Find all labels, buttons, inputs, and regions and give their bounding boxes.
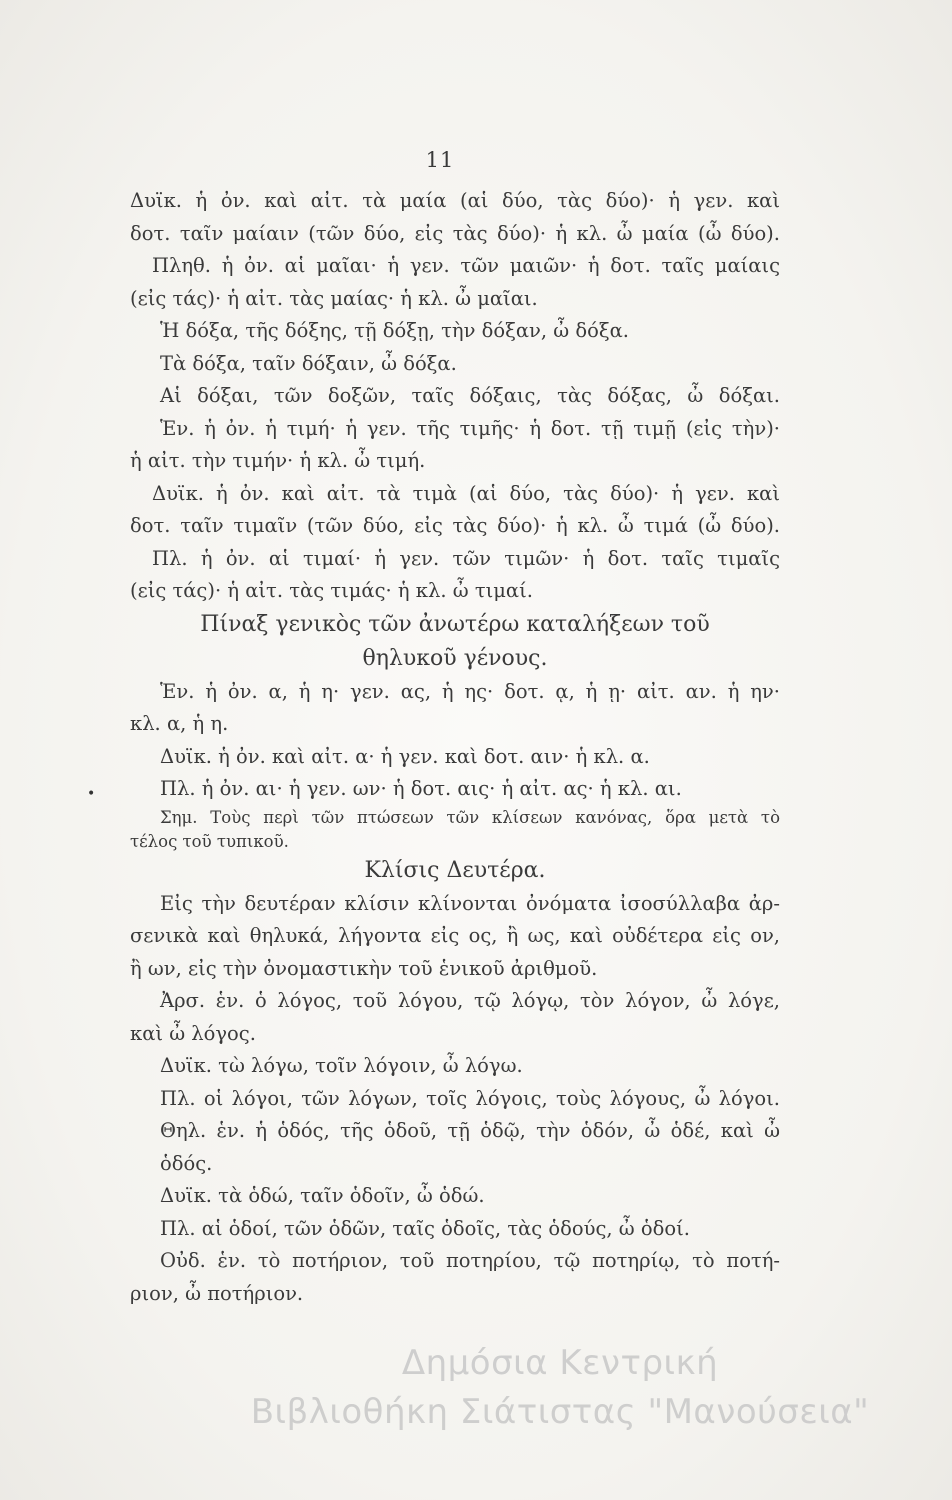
text-line: Πληθ. ἡ ὀν. αἱ μαῖαι· ἡ γεν. τῶν μαιῶν· ἡ δοτ. ταῖς μαίαις	[152, 254, 780, 277]
text-line: Ἑν. ἡ ὀν. α, ἡ η· γεν. ας, ἡ ης· δοτ. ᾳ, ἡ ῃ· αἰτ. αν. ἡ ην·	[160, 679, 780, 703]
text-line: καὶ ὦ λόγος.	[130, 1021, 256, 1045]
text-line: Σημ. Τοὺς περὶ τῶν πτώσεων τῶν κλίσεων κανόνας, ὅρα μετὰ τὸ	[160, 807, 780, 827]
text-line: Πλ. ἡ ὀν. αι· ἡ γεν. ων· ἡ δοτ. αις· ἡ αἰτ. ας· ἡ κλ. αι.	[160, 777, 682, 800]
text-line: (εἰς τάς)· ἡ αἰτ. τὰς τιμάς· ἡ κλ. ὦ τιμαί.	[130, 579, 533, 602]
library-watermark-line1: Δημόσια Κεντρική	[401, 1343, 719, 1383]
text-line: δοτ. ταῖν μαίαιν (τῶν δύο, εἰς τὰς δύο)· ἡ κλ. ὦ μαία (ὦ δύο).	[130, 221, 780, 245]
text-line: Πλ. αἱ ὁδοί, τῶν ὁδῶν, ταῖς ὁδοῖς, τὰς ὁδούς, ὦ ὁδοί.	[160, 1216, 690, 1240]
text-line: Ἀρσ. ἑν. ὁ λόγος, τοῦ λόγου, τῷ λόγῳ, τὸν λόγον, ὦ λόγε,	[160, 989, 780, 1012]
text-line: ἡ αἰτ. τὴν τιμήν· ἡ κλ. ὦ τιμή.	[130, 449, 426, 472]
text-line: Ἡ δόξα, τῆς δόξης, τῇ δόξῃ, τὴν δόξαν, ὦ δόξα.	[160, 319, 629, 342]
text-line: ριον, ὦ ποτήριον.	[130, 1281, 304, 1305]
text-line: (εἰς τάς)· ἡ αἰτ. τὰς μαίας· ἡ κλ. ὦ μαῖαι.	[130, 286, 538, 310]
section-heading-line: θηλυκοῦ γένους.	[362, 645, 548, 671]
text-line: Δυϊκ. ἡ ὀν. καὶ αἰτ. τὰ μαία (αἱ δύο, τὰς δύο)· ἡ γεν. καὶ	[130, 189, 780, 212]
text-line: δοτ. ταῖν τιμαῖν (τῶν δύο, εἰς τὰς δύο)· ἡ κλ. ὦ τιμά (ὦ δύο).	[130, 514, 780, 537]
text-line: Αἱ δόξαι, τῶν δοξῶν, ταῖς δόξαις, τὰς δόξας, ὦ δόξαι.	[160, 384, 780, 407]
text-line: Ἑν. ἡ ὀν. ἡ τιμή· ἡ γεν. τῆς τιμῆς· ἡ δοτ. τῇ τιμῇ (εἰς τὴν)·	[160, 416, 780, 440]
text-line: κλ. α, ἡ η.	[130, 712, 229, 735]
text-line: Θηλ. ἑν. ἡ ὁδός, τῆς ὁδοῦ, τῇ ὁδῷ, τὴν ὁδόν, ὦ ὁδέ, καὶ ὦ ὁδός.	[160, 1119, 780, 1175]
library-watermark-line2: Βιβλιοθήκη Σιάτιστας "Μανούσεια"	[250, 1392, 870, 1432]
section-heading-line: Πίναξ γενικὸς τῶν ἀνωτέρω καταλήξεων τοῦ	[200, 611, 710, 637]
text-line: Δυϊκ. τὼ λόγω, τοῖν λόγοιν, ὦ λόγω.	[160, 1054, 523, 1077]
text-line: τέλος τοῦ τυπικοῦ.	[130, 831, 289, 851]
text-line: Δυϊκ. ἡ ὀν. καὶ αἰτ. α· ἡ γεν. καὶ δοτ. αιν· ἡ κλ. α.	[160, 744, 650, 768]
text-line: σενικὰ καὶ θηλυκά, λήγοντα εἰς ος, ἢ ως, καὶ οὐδέτερα εἰς ον,	[130, 924, 780, 947]
text-line: Οὐδ. ἑν. τὸ ποτήριον, τοῦ ποτηρίου, τῷ ποτηρίῳ, τὸ ποτή-	[160, 1249, 780, 1272]
text-line: Εἰς τὴν δευτέραν κλίσιν κλίνονται ὀνόματα ἰσοσύλλαβα ἀρ-	[160, 891, 780, 915]
text-line: Δυϊκ. τὰ ὁδώ, ταῖν ὁδοῖν, ὦ ὁδώ.	[160, 1184, 485, 1207]
margin-bullet-mark: •	[87, 786, 96, 802]
page-number: 11	[425, 148, 455, 172]
section-heading-line: Κλίσις Δευτέρα.	[364, 857, 546, 883]
text-line: Πλ. οἱ λόγοι, τῶν λόγων, τοῖς λόγοις, τοὺς λόγους, ὦ λόγοι.	[160, 1086, 780, 1110]
text-line: ἢ ων, εἰς τὴν ὀνομαστικὴν τοῦ ἑνικοῦ ἀριθμοῦ.	[130, 956, 598, 980]
text-line: Δυϊκ. ἡ ὀν. καὶ αἰτ. τὰ τιμὰ (αἱ δύο, τὰς δύο)· ἡ γεν. καὶ	[152, 481, 780, 505]
text-line: Πλ. ἡ ὀν. αἱ τιμαί· ἡ γεν. τῶν τιμῶν· ἡ δοτ. ταῖς τιμαῖς	[152, 546, 780, 570]
text-line: Τὰ δόξα, ταῖν δόξαιν, ὦ δόξα.	[160, 351, 457, 375]
page-body-text	[130, 185, 780, 1310]
